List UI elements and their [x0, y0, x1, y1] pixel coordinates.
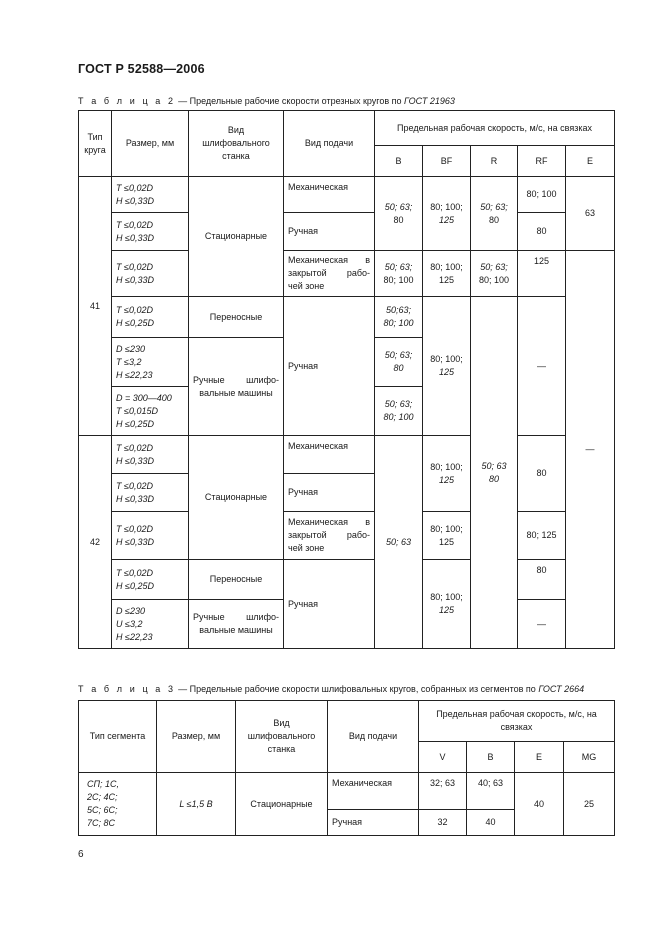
t2-value: 80	[518, 436, 566, 512]
t2-bond-e: E	[566, 146, 615, 177]
t3-value-v: 32	[419, 810, 467, 836]
t3-size: L ≤1,5 B	[157, 773, 236, 836]
t2-value: 125	[518, 251, 566, 297]
t3-value-b: 40; 63	[467, 773, 515, 810]
t2-value: 80; 100; 125	[423, 512, 471, 560]
t2-value: 80; 100; 125	[423, 436, 471, 512]
t2-bond-b: B	[375, 146, 423, 177]
t2-size: T ≤0,02D H ≤0,33D	[112, 177, 189, 213]
t3-header-segment: Тип сегмента	[79, 701, 157, 773]
t3-value-e: 40	[515, 773, 564, 836]
t2-value: 80; 100; 125	[423, 177, 471, 251]
table2-caption-ref: ГОСТ 21963	[404, 96, 455, 106]
t2-value: 80; 100; 125	[423, 560, 471, 649]
t2-value: 50; 63; 80	[375, 177, 423, 251]
t2-size: T ≤0,02D H ≤0,33D	[112, 436, 189, 474]
t2-header-speed: Предельная рабочая скорость, м/с, на связках	[375, 111, 615, 146]
t2-size: T ≤0,02D H ≤0,33D	[112, 251, 189, 297]
t2-value: 50;63; 80; 100	[375, 297, 423, 338]
t2-value: 50; 63	[375, 436, 423, 649]
t2-value: 80	[518, 560, 566, 600]
t3-bond-e: E	[515, 742, 564, 773]
table3-caption-ref: ГОСТ 2664	[538, 684, 585, 694]
t3-machine: Стационарные	[236, 773, 328, 836]
t3-header-size: Размер, мм	[157, 701, 236, 773]
t2-bond-r: R	[471, 146, 518, 177]
t3-bond-v: V	[419, 742, 467, 773]
table2-caption-text: — Предельные рабочие скорости отрезных кругов по	[175, 96, 405, 106]
t3-segment-types: СП; 1С, 2С; 4С; 5С; 6С; 7С; 8С	[79, 773, 157, 836]
t3-value-b: 40	[467, 810, 515, 836]
t2-value: 50; 63 80	[471, 297, 518, 649]
page-number: 6	[78, 849, 84, 860]
t2-size: T ≤0,02D H ≤0,25D	[112, 297, 189, 338]
t2-header-machine: Вид шлифовального станка	[189, 111, 284, 177]
t2-machine-hand: Ручные шлифо- вальные машины	[189, 600, 284, 649]
t2-feed-manual: Ручная	[284, 213, 375, 251]
t3-value-v: 32; 63	[419, 773, 467, 810]
t2-feed-mechanical: Механическая	[284, 436, 375, 474]
document-id: ГОСТ Р 52588—2006	[78, 62, 205, 76]
t2-header-type: Тип круга	[79, 111, 112, 177]
table3	[78, 700, 615, 836]
t2-value: 80; 100; 125	[423, 251, 471, 297]
t2-machine-portable: Переносные	[189, 297, 284, 338]
t2-size: T ≤0,02D H ≤0,33D	[112, 213, 189, 251]
table3-caption	[78, 684, 584, 694]
t2-feed-mech-closed: Механическая в закрытой рабо- чей зоне	[284, 251, 375, 297]
t2-machine-stationary: Стационарные	[189, 177, 284, 297]
t2-feed-manual: Ручная	[284, 560, 375, 649]
t2-size: D ≤230 U ≤3,2 H ≤22,23	[112, 600, 189, 649]
t2-value: 80; 100	[518, 177, 566, 213]
t2-header-feed: Вид подачи	[284, 111, 375, 177]
t2-size: T ≤0,02D H ≤0,25D	[112, 560, 189, 600]
t2-size: D = 300—400 T ≤0,015D H ≤0,25D	[112, 387, 189, 436]
t3-value-mg: 25	[564, 773, 615, 836]
table3-caption-text: — Предельные рабочие скорости шлифовальных кругов, собранных из сегментов по	[175, 684, 539, 694]
t3-feed-manual: Ручная	[328, 810, 419, 836]
t2-feed-manual: Ручная	[284, 474, 375, 512]
t2-machine-stationary: Стационарные	[189, 436, 284, 560]
t2-size: T ≤0,02D H ≤0,33D	[112, 474, 189, 512]
t2-bond-rf: RF	[518, 146, 566, 177]
t3-bond-b: B	[467, 742, 515, 773]
table3-caption-label: Т а б л и ц а 3	[78, 684, 176, 694]
t2-feed-manual: Ручная	[284, 297, 375, 436]
t2-value: —	[518, 297, 566, 436]
t2-header-size: Размер, мм	[112, 111, 189, 177]
t2-bond-bf: BF	[423, 146, 471, 177]
t2-value: —	[518, 600, 566, 649]
t2-value: —	[566, 251, 615, 649]
t2-size: D ≤230 T ≤3,2 H ≤22,23	[112, 338, 189, 387]
t2-machine-portable: Переносные	[189, 560, 284, 600]
t2-feed-mech-closed: Механическая в закрытой рабо- чей зоне	[284, 512, 375, 560]
t2-value: 80	[518, 213, 566, 251]
t3-header-feed: Вид подачи	[328, 701, 419, 773]
t3-header-machine: Вид шлифовального станка	[236, 701, 328, 773]
t2-value: 50; 63; 80	[471, 177, 518, 251]
table2-caption	[78, 96, 455, 106]
t2-value: 80; 100; 125	[423, 297, 471, 436]
t2-value: 50; 63; 80; 100	[375, 251, 423, 297]
t2-value: 50; 63; 80; 100	[471, 251, 518, 297]
t2-machine-hand: Ручные шлифо- вальные машины	[189, 338, 284, 436]
t2-value: 63	[566, 177, 615, 251]
t2-value: 50; 63; 80	[375, 338, 423, 387]
t2-type-42: 42	[79, 436, 112, 649]
table2	[78, 110, 615, 649]
t2-value: 80; 125	[518, 512, 566, 560]
table2-caption-label: Т а б л и ц а 2	[78, 96, 176, 106]
t2-size: T ≤0,02D H ≤0,33D	[112, 512, 189, 560]
t2-type-41: 41	[79, 177, 112, 436]
t3-header-speed: Предельная рабочая скорость, м/с, на связках	[419, 701, 615, 742]
t2-value: 50; 63; 80; 100	[375, 387, 423, 436]
t2-feed-mechanical: Механическая	[284, 177, 375, 213]
t3-feed-mechanical: Механическая	[328, 773, 419, 810]
t3-bond-mg: MG	[564, 742, 615, 773]
